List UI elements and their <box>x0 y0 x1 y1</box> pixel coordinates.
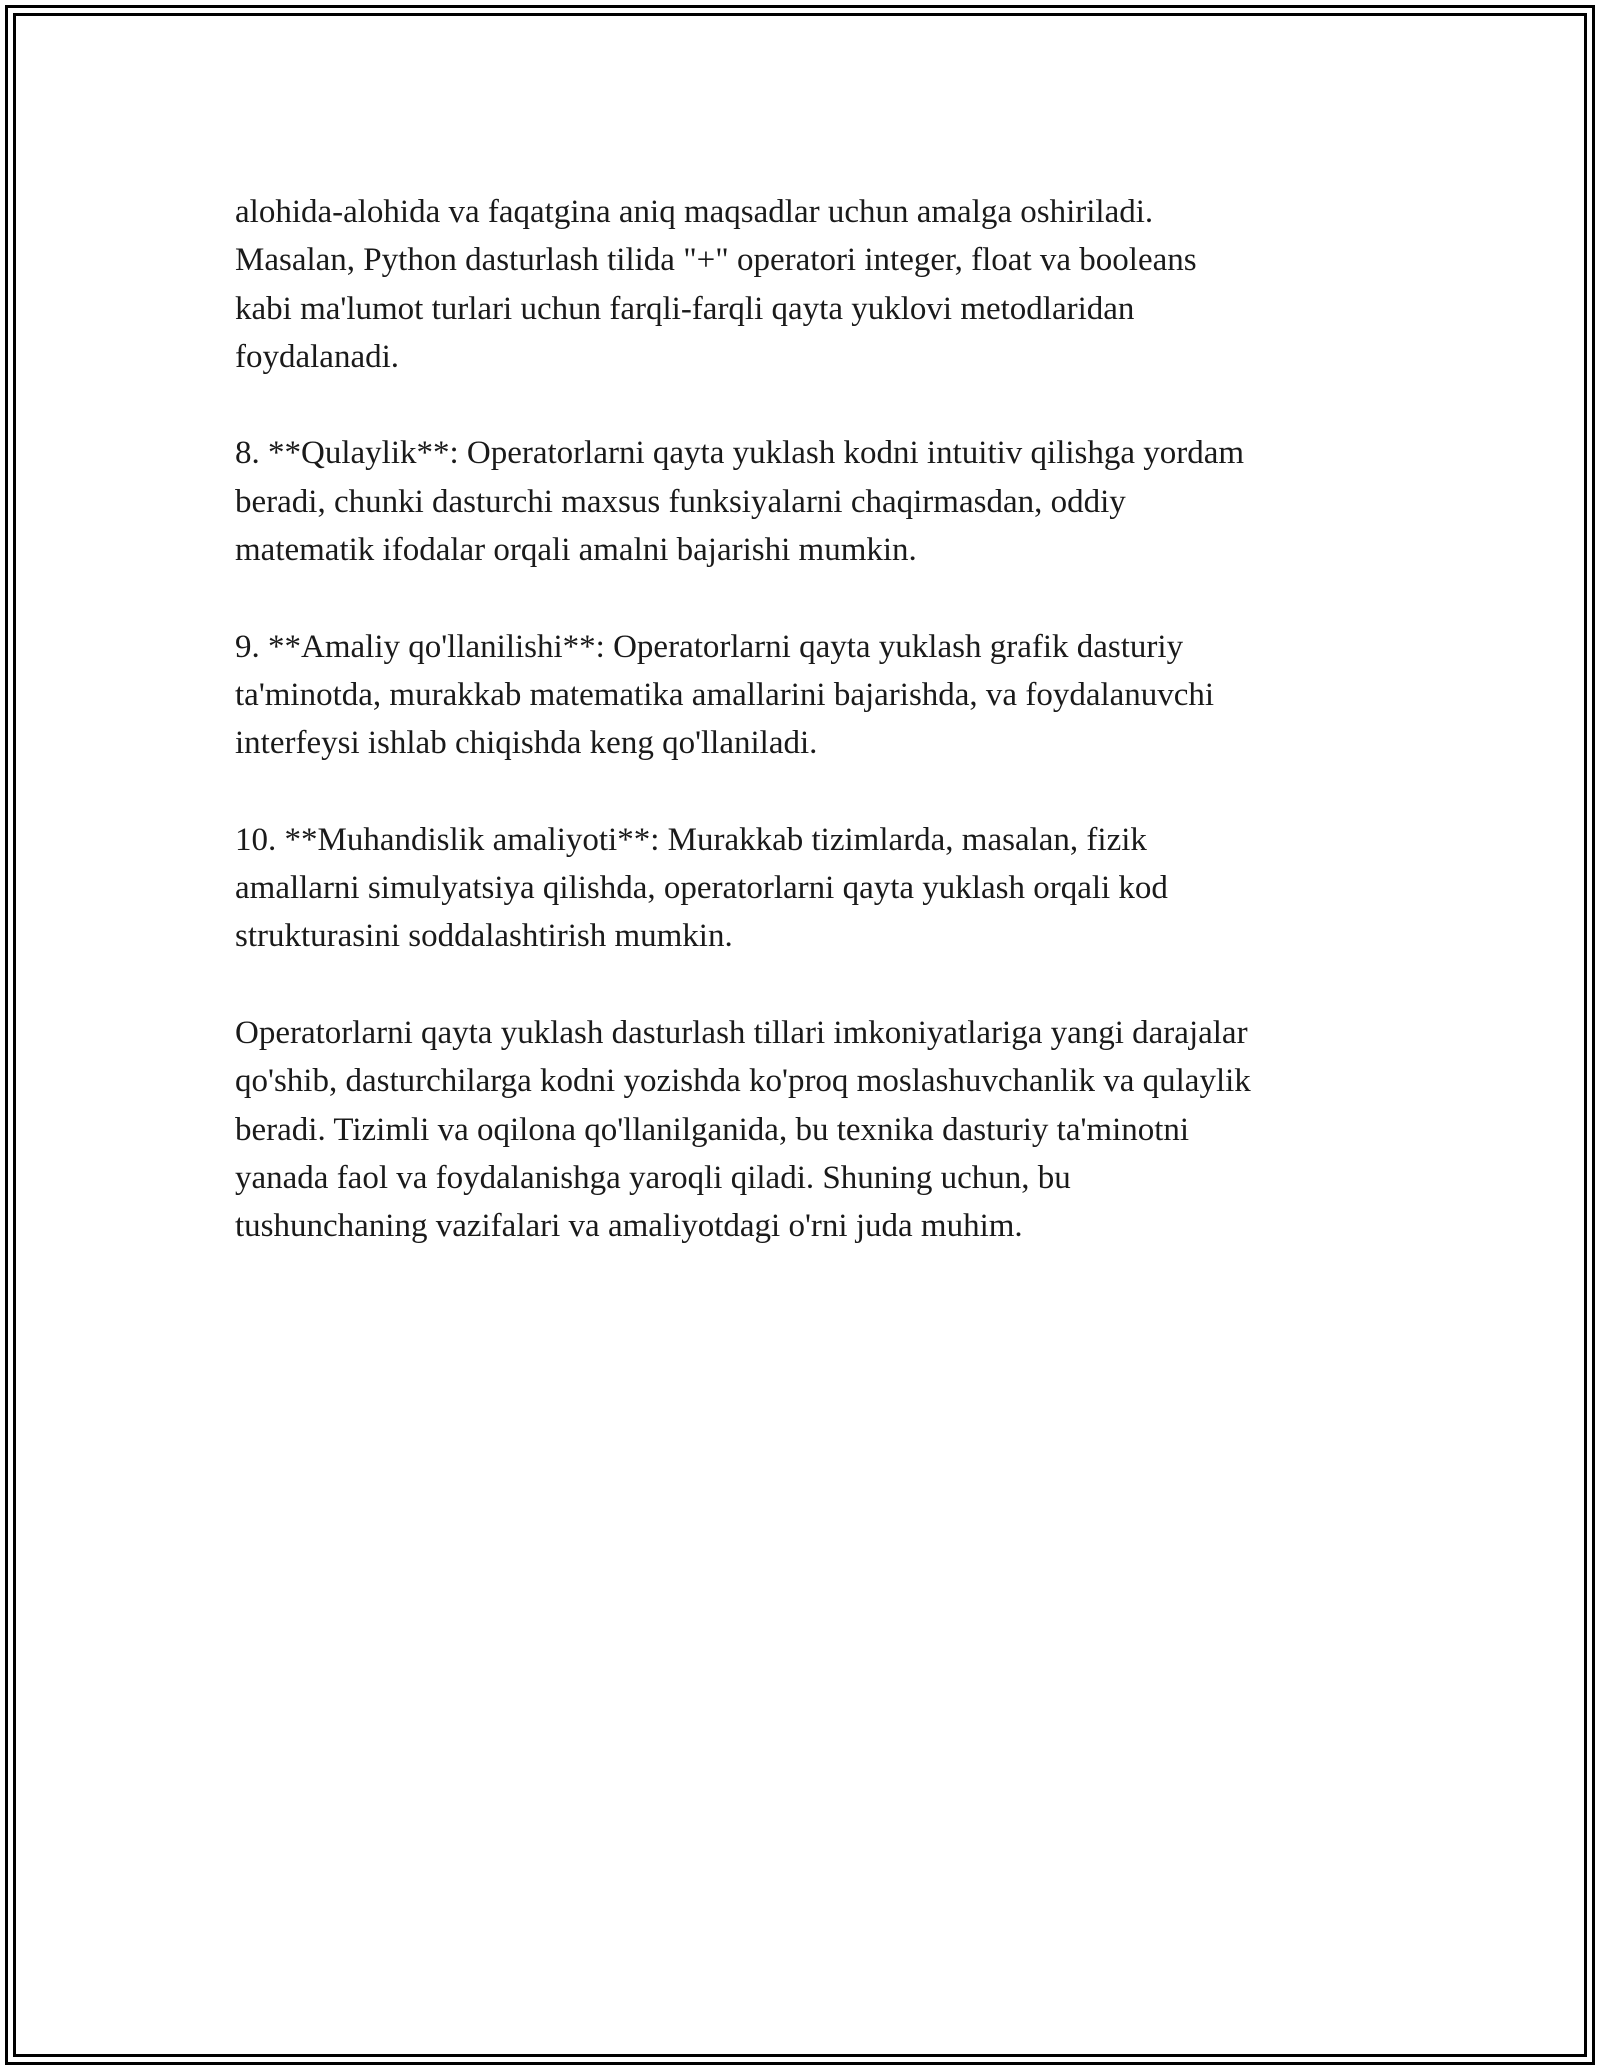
paragraph-continuation <box>235 188 1385 381</box>
text-line: beradi. Tizimli va oqilona qo'llanilganida, bu texnika dasturiy ta'minotni <box>235 1111 1190 1148</box>
text-line: foydalanadi. <box>235 338 400 375</box>
text-line: beradi, chunki dasturchi maxsus funksiyalarni chaqirmasdan, oddiy <box>235 483 1126 520</box>
paragraph-item-8 <box>235 429 1385 574</box>
text-line: alohida-alohida va faqatgina aniq maqsadlar uchun amalga oshiriladi. <box>235 194 1154 230</box>
text-line: tushunchaning vazifalari va amaliyotdagi o'rni juda muhim. <box>235 1208 1023 1245</box>
text-line: Masalan, Python dasturlash tilida "+" operatori integer, float va booleans <box>235 242 1197 279</box>
text-line: interfeysi ishlab chiqishda keng qo'llaniladi. <box>235 725 818 762</box>
text-line: Operatorlarni qayta yuklash dasturlash tillari imkoniyatlariga yangi darajalar <box>235 1015 1248 1052</box>
paragraph-item-10 <box>235 816 1385 961</box>
text-line: qo'shib, dasturchilarga kodni yozishda ko'proq moslashuvchanlik va qulaylik <box>235 1063 1251 1100</box>
text-line: ta'minotda, murakkab matematika amallarini bajarishda, va foydalanuvchi <box>235 676 1215 713</box>
text-line: strukturasini soddalashtirish mumkin. <box>235 918 733 955</box>
text-line: 8. **Qulaylik**: Operatorlarni qayta yuklash kodni intuitiv qilishga yordam <box>235 435 1245 472</box>
text-line: yanada faol va foydalanishga yaroqli qiladi. Shuning uchun, bu <box>235 1159 1071 1196</box>
text-line: amallarni simulyatsiya qilishda, operatorlarni qayta yuklash orqali kod <box>235 870 1168 907</box>
text-line: matematik ifodalar orqali amalni bajarishi mumkin. <box>235 532 917 569</box>
text-line: 9. **Amaliy qo'llanilishi**: Operatorlarni qayta yuklash grafik dasturiy <box>235 628 1184 665</box>
document-body <box>235 188 1385 1251</box>
paragraph-conclusion <box>235 1009 1385 1250</box>
text-line: kabi ma'lumot turlari uchun farqli-farqli qayta yuklovi metodlaridan <box>235 290 1135 327</box>
paragraph-item-9 <box>235 623 1385 768</box>
text-line: 10. **Muhandislik amaliyoti**: Murakkab tizimlarda, masalan, fizik <box>235 821 1147 858</box>
